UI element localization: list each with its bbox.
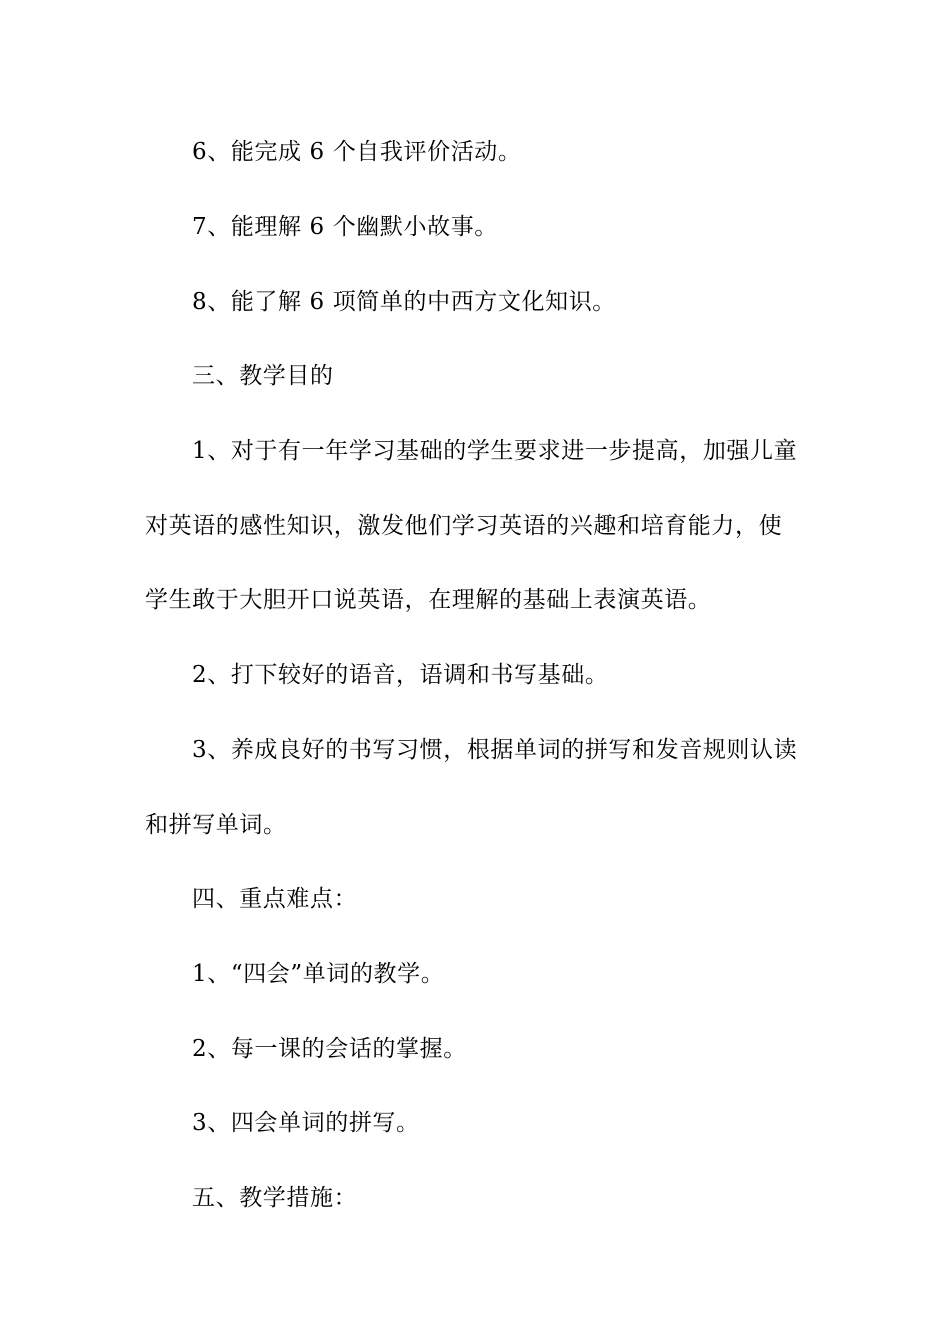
section-heading-teaching-goals: 三、教学目的: [192, 363, 334, 389]
key-point-3: 3、四会单词的拼写。: [192, 1110, 420, 1136]
goal-1-line-2: 对英语的感性知识，激发他们学习英语的兴趣和培育能力，使: [145, 513, 783, 539]
section-heading-key-points: 四、重点难点：: [192, 886, 358, 912]
key-point-2: 2、每一课的会话的掌握。: [192, 1036, 467, 1062]
key-point-1: 1、“四会”单词的教学。: [192, 961, 445, 987]
list-item-6: 6、能完成 6 个自我评价活动。: [192, 139, 522, 165]
goal-2: 2、打下较好的语音，语调和书写基础。: [192, 662, 609, 688]
goal-1-line-1: 1、对于有一年学习基础的学生要求进一步提高，加强儿童: [192, 438, 798, 464]
list-item-7: 7、能理解 6 个幽默小故事。: [192, 214, 498, 240]
goal-3-line-2: 和拼写单词。: [145, 812, 287, 838]
goal-1-line-3: 学生敢于大胆开口说英语，在理解的基础上表演英语。: [145, 587, 712, 613]
section-heading-teaching-measures: 五、教学措施：: [192, 1185, 358, 1211]
list-item-8: 8、能了解 6 项简单的中西方文化知识。: [192, 289, 616, 315]
goal-3-line-1: 3、养成良好的书写习惯，根据单词的拼写和发音规则认读: [192, 737, 798, 763]
